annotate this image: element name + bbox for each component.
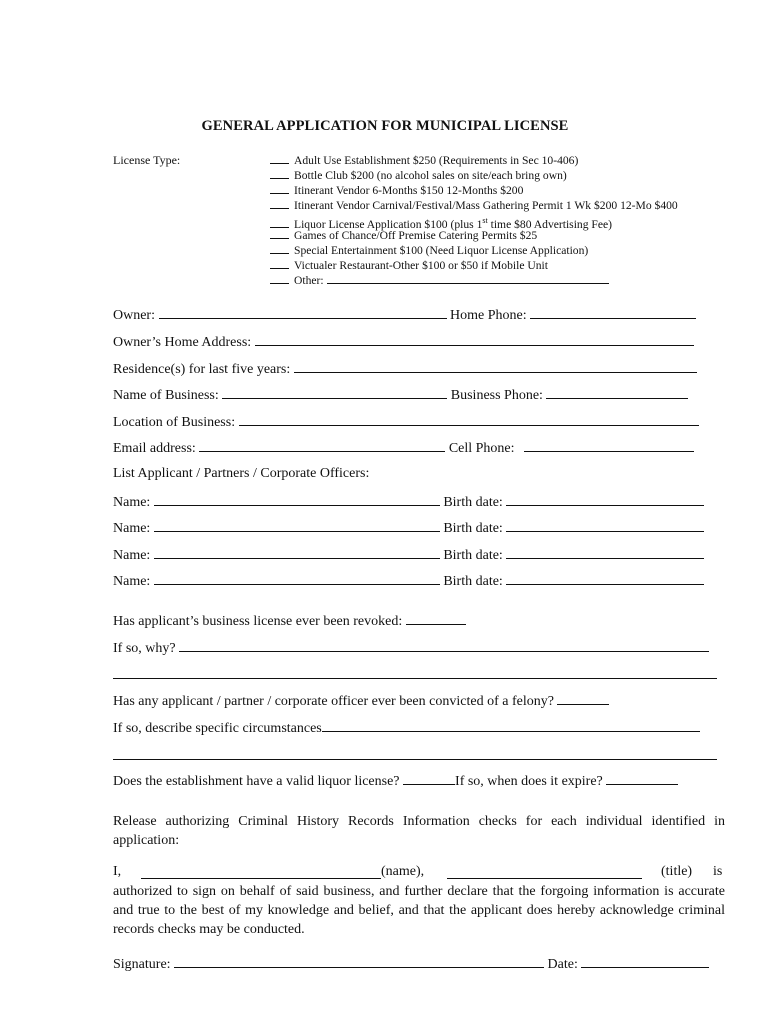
license-option bbox=[270, 228, 537, 243]
revoked-field[interactable] bbox=[406, 612, 466, 625]
liquor-row bbox=[113, 772, 678, 790]
license-type-label: License Type: bbox=[113, 153, 181, 167]
license-option-checkbox[interactable] bbox=[270, 243, 289, 254]
auth-is: is bbox=[713, 864, 723, 879]
business-name-field[interactable] bbox=[222, 386, 447, 399]
birth-date-field[interactable] bbox=[506, 546, 704, 559]
owner-address-label: Owner’s Home Address: bbox=[113, 335, 252, 350]
felony-row bbox=[113, 692, 609, 710]
license-option-label: Itinerant Vendor 6-Months $150 12-Months $200 bbox=[294, 184, 524, 197]
expire-question: If so, when does it expire? bbox=[455, 774, 603, 789]
auth-name-field[interactable] bbox=[141, 866, 381, 879]
license-option-checkbox[interactable] bbox=[270, 198, 289, 209]
felony-field[interactable] bbox=[557, 692, 609, 705]
email-label: Email address: bbox=[113, 441, 196, 456]
owner-address-row bbox=[113, 333, 694, 351]
birth-date-field[interactable] bbox=[506, 572, 704, 585]
cell-phone-field[interactable] bbox=[524, 439, 694, 452]
applicant-row bbox=[113, 546, 704, 564]
license-option-label: Special Entertainment $100 (Need Liquor License Application) bbox=[294, 244, 589, 257]
license-option-checkbox[interactable] bbox=[270, 168, 289, 179]
license-option bbox=[270, 273, 609, 288]
applicant-row bbox=[113, 519, 704, 537]
birth-date-label: Birth date: bbox=[443, 548, 503, 563]
license-option-label: Bottle Club $200 (no alcohol sales on site/each bring own) bbox=[294, 169, 567, 182]
name-label: Name: bbox=[113, 521, 151, 536]
revoked-row bbox=[113, 612, 466, 630]
home-phone-field[interactable] bbox=[530, 306, 696, 319]
expire-field[interactable] bbox=[606, 772, 678, 785]
business-phone-field[interactable] bbox=[546, 386, 688, 399]
license-option-label: Victualer Restaurant-Other $100 or $50 if Mobile Unit bbox=[294, 259, 548, 272]
name-field[interactable] bbox=[154, 493, 440, 506]
date-field[interactable] bbox=[581, 955, 709, 968]
license-option-checkbox[interactable] bbox=[270, 273, 289, 284]
business-name-label: Name of Business: bbox=[113, 388, 219, 403]
license-option-label: Liquor License Application $100 (plus 1st time $80 Advertising Fee) bbox=[294, 216, 613, 231]
business-phone-label: Business Phone: bbox=[450, 388, 543, 403]
if-why-label: If so, why? bbox=[113, 641, 176, 656]
business-location-field[interactable] bbox=[239, 413, 699, 426]
name-field[interactable] bbox=[154, 546, 440, 559]
business-location-label: Location of Business: bbox=[113, 415, 236, 430]
email-row bbox=[113, 439, 694, 457]
auth-i: I, bbox=[113, 864, 122, 879]
if-why-field[interactable] bbox=[179, 639, 709, 652]
other-field[interactable] bbox=[327, 273, 609, 284]
auth-name-hint: (name), bbox=[381, 864, 425, 879]
name-field[interactable] bbox=[154, 519, 440, 532]
release-paragraph: Release authorizing Criminal History Records Information checks for each individual identified in application: bbox=[113, 814, 725, 848]
cell-phone-label: Cell Phone: bbox=[448, 441, 515, 456]
license-option bbox=[270, 183, 523, 198]
liquor-field[interactable] bbox=[403, 772, 455, 785]
email-field[interactable] bbox=[199, 439, 445, 452]
license-option bbox=[270, 168, 567, 183]
page-title: GENERAL APPLICATION FOR MUNICIPAL LICENSE bbox=[201, 118, 569, 134]
license-option-label: Games of Chance/Off Premise Catering Permits $25 bbox=[294, 229, 538, 242]
owner-row bbox=[113, 306, 696, 324]
if-why-row bbox=[113, 639, 709, 657]
owner-field[interactable] bbox=[159, 306, 447, 319]
if-why-continuation-line[interactable] bbox=[113, 678, 717, 679]
applicant-row bbox=[113, 493, 704, 511]
revoked-question: Has applicant’s business license ever been revoked: bbox=[113, 614, 403, 629]
describe-continuation-line[interactable] bbox=[113, 759, 717, 760]
home-phone-label: Home Phone: bbox=[450, 308, 527, 323]
signature-label: Signature: bbox=[113, 957, 171, 972]
signature-field[interactable] bbox=[174, 955, 544, 968]
describe-label: If so, describe specific circumstances bbox=[113, 721, 322, 736]
name-label: Name: bbox=[113, 548, 151, 563]
residence-label: Residence(s) for last five years: bbox=[113, 362, 291, 377]
residence-row bbox=[113, 360, 697, 378]
birth-date-label: Birth date: bbox=[443, 521, 503, 536]
applicant-row bbox=[113, 572, 704, 590]
name-label: Name: bbox=[113, 574, 151, 589]
license-option-checkbox[interactable] bbox=[270, 153, 289, 164]
license-option-checkbox[interactable] bbox=[270, 258, 289, 269]
birth-date-field[interactable] bbox=[506, 519, 704, 532]
birth-date-label: Birth date: bbox=[443, 574, 503, 589]
name-field[interactable] bbox=[154, 572, 440, 585]
felony-question: Has any applicant / partner / corporate officer ever been convicted of a felony? bbox=[113, 694, 554, 709]
list-applicants-label: List Applicant / Partners / Corporate Officers: bbox=[113, 466, 370, 481]
residence-field[interactable] bbox=[294, 360, 697, 373]
owner-address-field[interactable] bbox=[255, 333, 694, 346]
license-option-label: Itinerant Vendor Carnival/Festival/Mass Gathering Permit 1 Wk $200 12-Mo $400 bbox=[294, 199, 678, 212]
owner-label: Owner: bbox=[113, 308, 155, 323]
license-option bbox=[270, 198, 678, 213]
license-option-label: Other: bbox=[294, 274, 324, 287]
liquor-question: Does the establishment have a valid liquor license? bbox=[113, 774, 400, 789]
license-option bbox=[270, 243, 588, 258]
business-name-row bbox=[113, 386, 688, 404]
auth-title-hint: (title) bbox=[661, 864, 693, 879]
birth-date-field[interactable] bbox=[506, 493, 704, 506]
business-location-row bbox=[113, 413, 699, 431]
describe-field[interactable] bbox=[322, 719, 700, 732]
name-label: Name: bbox=[113, 495, 151, 510]
license-option bbox=[270, 153, 578, 168]
authorization-body: authorized to sign on behalf of said business, and further declare that the forgoing information is accurate and true to the best of my knowledge and belief, and that the applicant does hereby acknowledge criminal records checks may be conducted. bbox=[113, 884, 725, 937]
license-option-checkbox[interactable] bbox=[270, 217, 289, 228]
date-label: Date: bbox=[547, 957, 578, 972]
signature-row bbox=[113, 955, 709, 973]
describe-row bbox=[113, 719, 700, 737]
authorization-line bbox=[113, 864, 725, 880]
birth-date-label: Birth date: bbox=[443, 495, 503, 510]
auth-title-field[interactable] bbox=[447, 866, 642, 879]
license-option-label: Adult Use Establishment $250 (Requirements in Sec 10-406) bbox=[294, 154, 579, 167]
license-option-checkbox[interactable] bbox=[270, 183, 289, 194]
license-option-checkbox[interactable] bbox=[270, 228, 289, 239]
license-option bbox=[270, 258, 548, 273]
